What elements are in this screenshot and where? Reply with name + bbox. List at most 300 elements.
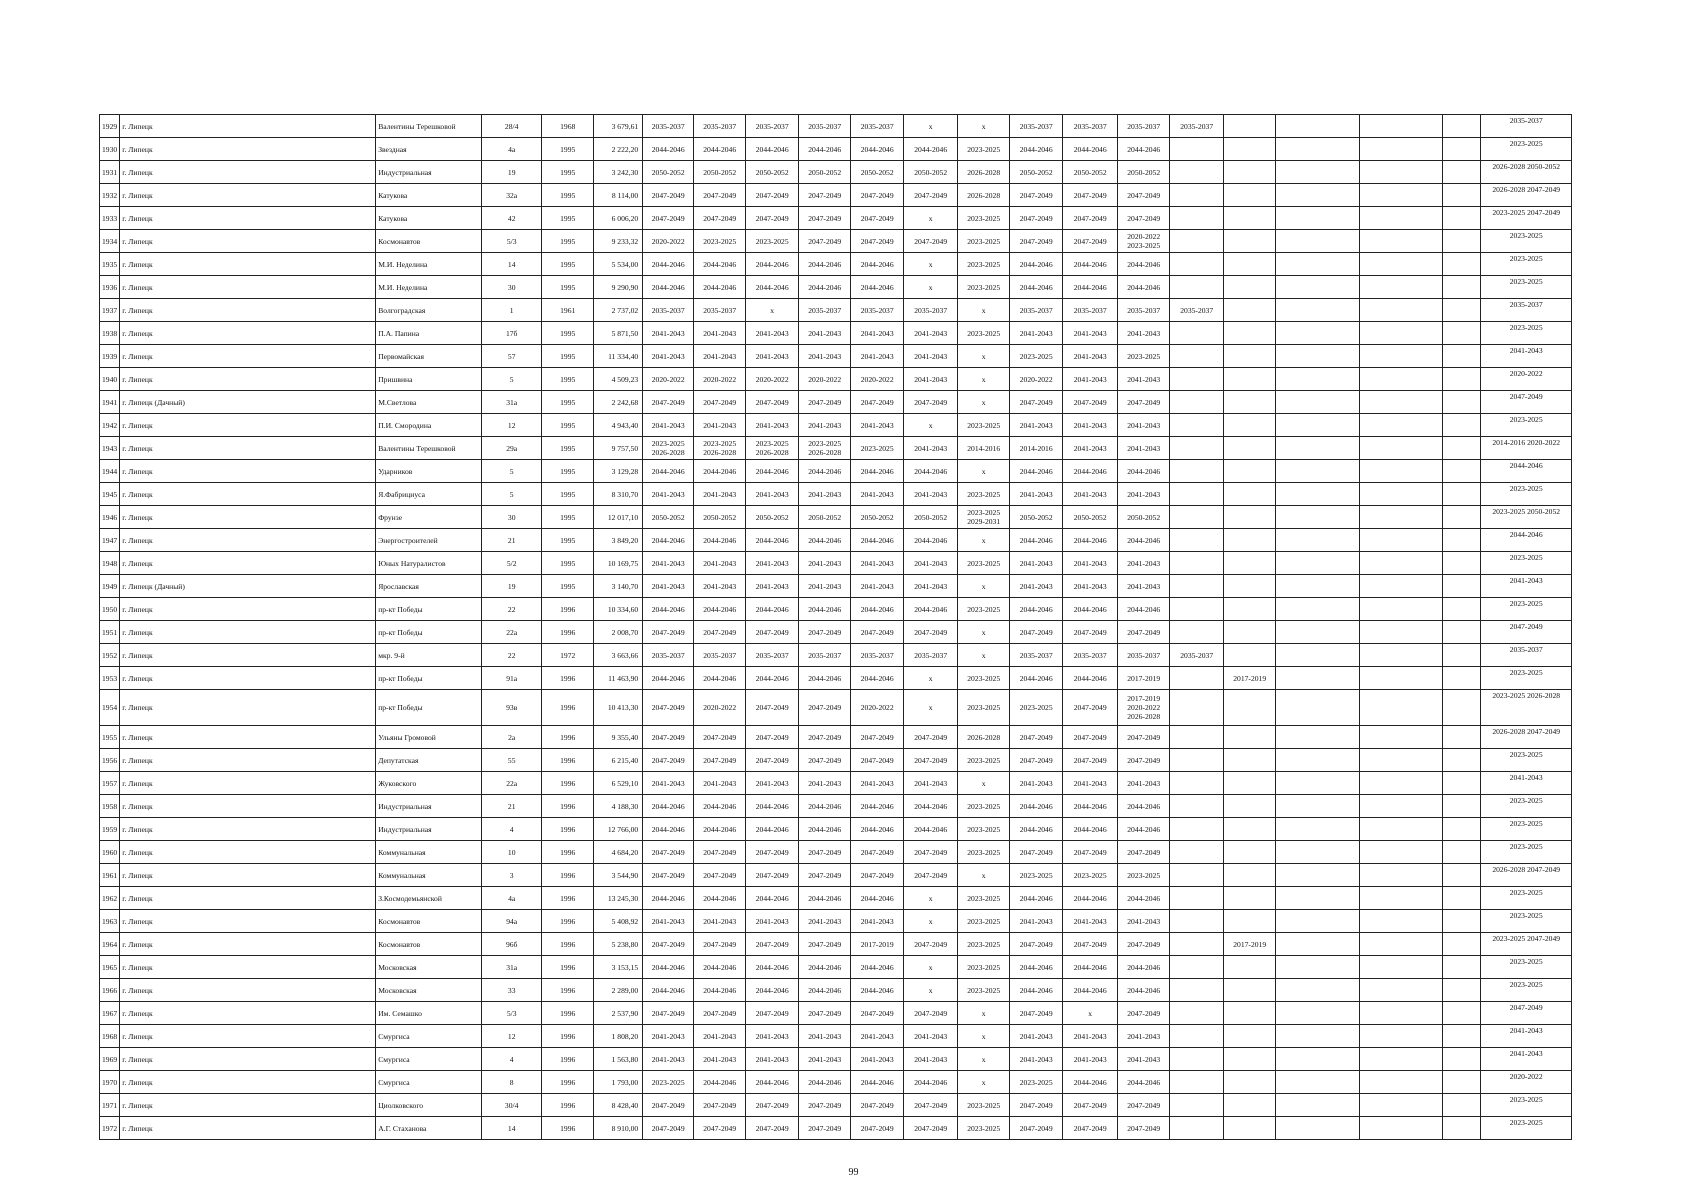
cell-period-10: 2044-2046 — [1118, 795, 1170, 818]
cell-period-9: 2035-2037 — [1063, 115, 1118, 138]
cell-settlement: г. Липецк — [120, 207, 376, 230]
cell-house-number: 22а — [482, 772, 542, 795]
cell-area: 9 355,40 — [594, 726, 643, 749]
cell-house-number: 3 — [482, 864, 542, 887]
cell-period-12 — [1224, 956, 1276, 979]
cell-period-8: 2014-2016 — [1010, 437, 1063, 460]
cell-period-8: 2047-2049 — [1010, 1002, 1063, 1025]
cell-period-10: 2044-2046 — [1118, 598, 1170, 621]
cell-build-year: 1995 — [542, 368, 594, 391]
cell-period-7: 2023-2025 — [958, 230, 1010, 253]
cell-period-summary: 2023-2025 — [1481, 414, 1572, 437]
cell-period-4: 2041-2043 — [799, 772, 851, 795]
cell-period-8: 2044-2046 — [1010, 529, 1063, 552]
cell-period-2: 2041-2043 — [694, 575, 746, 598]
cell-period-11 — [1170, 621, 1224, 644]
cell-period-1: 2044-2046 — [643, 887, 694, 910]
cell-period-12 — [1224, 253, 1276, 276]
cell-street: Валентины Терешковой — [376, 437, 482, 460]
cell-period-9: 2047-2049 — [1063, 184, 1118, 207]
cell-street: Московская — [376, 956, 482, 979]
cell-period-1: 2035-2037 — [643, 299, 694, 322]
cell-settlement: г. Липецк — [120, 841, 376, 864]
cell-period-15 — [1443, 726, 1481, 749]
cell-period-13 — [1276, 391, 1360, 414]
cell-row-number: 1961 — [100, 864, 120, 887]
cell-period-1: 2041-2043 — [643, 772, 694, 795]
cell-period-2: 2047-2049 — [694, 184, 746, 207]
cell-period-13 — [1276, 184, 1360, 207]
cell-house-number: 17б — [482, 322, 542, 345]
cell-period-8: 2044-2046 — [1010, 460, 1063, 483]
cell-period-7: 2023-2025 — [958, 956, 1010, 979]
cell-area: 1 793,00 — [594, 1071, 643, 1094]
cell-build-year: 1996 — [542, 887, 594, 910]
cell-period-9: 2041-2043 — [1063, 1025, 1118, 1048]
cell-period-13 — [1276, 956, 1360, 979]
cell-period-10: 2047-2049 — [1118, 841, 1170, 864]
cell-house-number: 10 — [482, 841, 542, 864]
cell-period-10: 2041-2043 — [1118, 1048, 1170, 1071]
cell-period-11 — [1170, 749, 1224, 772]
cell-period-14 — [1360, 979, 1443, 1002]
cell-period-5: 2041-2043 — [851, 345, 904, 368]
cell-period-9: 2041-2043 — [1063, 772, 1118, 795]
cell-period-11 — [1170, 933, 1224, 956]
cell-build-year: 1995 — [542, 414, 594, 437]
cell-period-15 — [1443, 690, 1481, 726]
cell-period-10: 2017-2019 — [1118, 667, 1170, 690]
cell-period-8: 2041-2043 — [1010, 552, 1063, 575]
cell-period-6: х — [904, 887, 958, 910]
cell-row-number: 1969 — [100, 1048, 120, 1071]
cell-period-summary: 2047-2049 — [1481, 391, 1572, 414]
cell-period-11 — [1170, 483, 1224, 506]
cell-build-year: 1996 — [542, 1002, 594, 1025]
cell-period-5: 2044-2046 — [851, 1071, 904, 1094]
cell-period-14 — [1360, 552, 1443, 575]
cell-period-8: 2047-2049 — [1010, 1117, 1063, 1140]
cell-period-2: 2050-2052 — [694, 161, 746, 184]
cell-period-6: 2047-2049 — [904, 1094, 958, 1117]
cell-period-1: 2041-2043 — [643, 1048, 694, 1071]
cell-street: Я.Фабрициуса — [376, 483, 482, 506]
cell-row-number: 1930 — [100, 138, 120, 161]
cell-period-10: 2044-2046 — [1118, 818, 1170, 841]
cell-period-6: 2041-2043 — [904, 322, 958, 345]
cell-period-14 — [1360, 818, 1443, 841]
table-row — [100, 460, 1572, 483]
cell-period-8: 2041-2043 — [1010, 1025, 1063, 1048]
cell-build-year: 1995 — [542, 437, 594, 460]
cell-settlement: г. Липецк — [120, 667, 376, 690]
cell-period-2: 2047-2049 — [694, 933, 746, 956]
cell-period-11 — [1170, 1117, 1224, 1140]
cell-street: Им. Семашко — [376, 1002, 482, 1025]
cell-period-summary: 2047-2049 — [1481, 621, 1572, 644]
cell-period-summary: 2035-2037 — [1481, 115, 1572, 138]
cell-period-2: 2041-2043 — [694, 1048, 746, 1071]
cell-period-13 — [1276, 322, 1360, 345]
cell-area: 2 289,00 — [594, 979, 643, 1002]
cell-period-2: 2047-2049 — [694, 1094, 746, 1117]
cell-period-1: 2047-2049 — [643, 864, 694, 887]
cell-period-14 — [1360, 1071, 1443, 1094]
cell-period-11 — [1170, 864, 1224, 887]
cell-street: Московская — [376, 979, 482, 1002]
cell-period-summary: 2023-2025 — [1481, 956, 1572, 979]
cell-period-14 — [1360, 910, 1443, 933]
cell-period-15 — [1443, 841, 1481, 864]
cell-settlement: г. Липецк — [120, 1048, 376, 1071]
cell-period-12 — [1224, 575, 1276, 598]
cell-period-3: 2050-2052 — [746, 161, 799, 184]
cell-house-number: 1 — [482, 299, 542, 322]
cell-house-number: 55 — [482, 749, 542, 772]
cell-period-4: 2047-2049 — [799, 207, 851, 230]
cell-period-3: 2044-2046 — [746, 887, 799, 910]
cell-period-4: 2044-2046 — [799, 460, 851, 483]
cell-period-13 — [1276, 1002, 1360, 1025]
cell-street: пр-кт Победы — [376, 621, 482, 644]
cell-period-13 — [1276, 575, 1360, 598]
cell-period-7: х — [958, 368, 1010, 391]
cell-settlement: г. Липецк — [120, 184, 376, 207]
cell-period-7: 2023-2025 2029-2031 — [958, 506, 1010, 529]
cell-build-year: 1996 — [542, 726, 594, 749]
table-row — [100, 1025, 1572, 1048]
cell-period-13 — [1276, 690, 1360, 726]
cell-house-number: 5 — [482, 460, 542, 483]
cell-period-5: 2047-2049 — [851, 621, 904, 644]
cell-period-14 — [1360, 138, 1443, 161]
cell-period-15 — [1443, 575, 1481, 598]
cell-period-14 — [1360, 667, 1443, 690]
cell-area: 8 114,00 — [594, 184, 643, 207]
cell-period-6: 2035-2037 — [904, 299, 958, 322]
cell-period-2: 2044-2046 — [694, 979, 746, 1002]
cell-period-8: 2041-2043 — [1010, 575, 1063, 598]
cell-period-4: 2044-2046 — [799, 1071, 851, 1094]
cell-period-9: 2035-2037 — [1063, 644, 1118, 667]
cell-build-year: 1995 — [542, 230, 594, 253]
table-row — [100, 1117, 1572, 1140]
cell-period-14 — [1360, 368, 1443, 391]
cell-period-9: 2041-2043 — [1063, 910, 1118, 933]
cell-house-number: 4 — [482, 1048, 542, 1071]
cell-period-2: 2050-2052 — [694, 506, 746, 529]
cell-period-15 — [1443, 667, 1481, 690]
cell-build-year: 1996 — [542, 956, 594, 979]
cell-street: пр-кт Победы — [376, 598, 482, 621]
cell-period-13 — [1276, 749, 1360, 772]
cell-period-3: 2044-2046 — [746, 818, 799, 841]
cell-period-6: х — [904, 414, 958, 437]
cell-street: Смургиса — [376, 1048, 482, 1071]
cell-period-6: х — [904, 207, 958, 230]
cell-house-number: 22а — [482, 621, 542, 644]
cell-period-6: 2044-2046 — [904, 795, 958, 818]
cell-period-3: 2047-2049 — [746, 841, 799, 864]
cell-period-4: 2047-2049 — [799, 841, 851, 864]
cell-period-10: 2047-2049 — [1118, 391, 1170, 414]
cell-period-15 — [1443, 115, 1481, 138]
cell-period-9: 2047-2049 — [1063, 933, 1118, 956]
cell-period-5: 2041-2043 — [851, 483, 904, 506]
cell-period-15 — [1443, 460, 1481, 483]
cell-period-12 — [1224, 621, 1276, 644]
cell-settlement: г. Липецк (Дачный) — [120, 391, 376, 414]
cell-period-4: 2041-2043 — [799, 345, 851, 368]
cell-period-12 — [1224, 841, 1276, 864]
cell-period-10: 2044-2046 — [1118, 138, 1170, 161]
cell-period-7: 2023-2025 — [958, 667, 1010, 690]
cell-period-4: 2050-2052 — [799, 506, 851, 529]
cell-period-15 — [1443, 368, 1481, 391]
cell-row-number: 1931 — [100, 161, 120, 184]
cell-period-4: 2047-2049 — [799, 690, 851, 726]
cell-period-10: 2047-2049 — [1118, 207, 1170, 230]
cell-settlement: г. Липецк — [120, 1117, 376, 1140]
cell-settlement: г. Липецк — [120, 933, 376, 956]
cell-period-12 — [1224, 391, 1276, 414]
cell-period-10: 2041-2043 — [1118, 322, 1170, 345]
table-row — [100, 184, 1572, 207]
cell-period-1: 2044-2046 — [643, 276, 694, 299]
cell-period-8: 2044-2046 — [1010, 887, 1063, 910]
cell-street: Фрунзе — [376, 506, 482, 529]
cell-area: 3 140,70 — [594, 575, 643, 598]
cell-house-number: 31а — [482, 956, 542, 979]
cell-area: 3 849,20 — [594, 529, 643, 552]
cell-settlement: г. Липецк — [120, 115, 376, 138]
cell-area: 8 310,70 — [594, 483, 643, 506]
cell-house-number: 22 — [482, 598, 542, 621]
table-row — [100, 1048, 1572, 1071]
cell-period-5: 2041-2043 — [851, 575, 904, 598]
cell-street: Жуковского — [376, 772, 482, 795]
cell-period-3: 2044-2046 — [746, 956, 799, 979]
cell-period-6: 2035-2037 — [904, 644, 958, 667]
cell-period-8: 2047-2049 — [1010, 841, 1063, 864]
cell-period-8: 2044-2046 — [1010, 795, 1063, 818]
cell-street: Индустриальная — [376, 818, 482, 841]
cell-period-9: 2044-2046 — [1063, 795, 1118, 818]
cell-period-summary: 2023-2025 — [1481, 818, 1572, 841]
cell-period-11 — [1170, 368, 1224, 391]
table-row — [100, 690, 1572, 726]
cell-period-11 — [1170, 138, 1224, 161]
cell-period-10: 2035-2037 — [1118, 115, 1170, 138]
cell-period-4: 2041-2043 — [799, 910, 851, 933]
cell-period-15 — [1443, 506, 1481, 529]
cell-period-3: 2035-2037 — [746, 115, 799, 138]
cell-period-13 — [1276, 414, 1360, 437]
cell-period-6: 2047-2049 — [904, 1117, 958, 1140]
cell-house-number: 91а — [482, 667, 542, 690]
cell-period-2: 2020-2022 — [694, 368, 746, 391]
cell-period-8: 2047-2049 — [1010, 207, 1063, 230]
cell-period-4: 2047-2049 — [799, 933, 851, 956]
cell-period-7: 2023-2025 — [958, 598, 1010, 621]
cell-period-6: х — [904, 979, 958, 1002]
cell-period-6: х — [904, 910, 958, 933]
cell-period-3: 2044-2046 — [746, 529, 799, 552]
cell-street: М.Светлова — [376, 391, 482, 414]
cell-row-number: 1929 — [100, 115, 120, 138]
cell-period-7: 2026-2028 — [958, 184, 1010, 207]
cell-period-12 — [1224, 299, 1276, 322]
cell-period-9: 2047-2049 — [1063, 621, 1118, 644]
cell-period-5: 2047-2049 — [851, 184, 904, 207]
cell-period-6: х — [904, 115, 958, 138]
cell-house-number: 4а — [482, 887, 542, 910]
cell-period-4: 2035-2037 — [799, 299, 851, 322]
cell-settlement: г. Липецк — [120, 322, 376, 345]
cell-period-summary: 2023-2025 — [1481, 483, 1572, 506]
cell-period-9: 2041-2043 — [1063, 437, 1118, 460]
cell-period-11 — [1170, 207, 1224, 230]
cell-period-6: 2041-2043 — [904, 345, 958, 368]
cell-period-14 — [1360, 460, 1443, 483]
cell-period-3: 2047-2049 — [746, 1094, 799, 1117]
cell-period-11 — [1170, 391, 1224, 414]
table-row — [100, 414, 1572, 437]
cell-period-12 — [1224, 772, 1276, 795]
cell-period-8: 2047-2049 — [1010, 391, 1063, 414]
cell-build-year: 1972 — [542, 644, 594, 667]
cell-period-14 — [1360, 184, 1443, 207]
cell-period-14 — [1360, 795, 1443, 818]
cell-row-number: 1954 — [100, 690, 120, 726]
cell-row-number: 1955 — [100, 726, 120, 749]
cell-period-5: 2044-2046 — [851, 276, 904, 299]
cell-period-8: 2044-2046 — [1010, 818, 1063, 841]
cell-period-summary: 2023-2025 — [1481, 795, 1572, 818]
cell-period-10: 2041-2043 — [1118, 910, 1170, 933]
cell-period-15 — [1443, 207, 1481, 230]
cell-period-11 — [1170, 322, 1224, 345]
cell-period-15 — [1443, 437, 1481, 460]
cell-period-13 — [1276, 910, 1360, 933]
cell-period-3: 2047-2049 — [746, 1117, 799, 1140]
cell-area: 10 169,75 — [594, 552, 643, 575]
cell-street: Космонавтов — [376, 230, 482, 253]
cell-period-10: 2044-2046 — [1118, 887, 1170, 910]
cell-period-9: 2047-2049 — [1063, 1117, 1118, 1140]
cell-period-5: 2044-2046 — [851, 818, 904, 841]
cell-period-3: 2041-2043 — [746, 772, 799, 795]
cell-period-1: 2041-2043 — [643, 1025, 694, 1048]
cell-street: Энергостроителей — [376, 529, 482, 552]
cell-period-9: 2023-2025 — [1063, 864, 1118, 887]
cell-period-4: 2047-2049 — [799, 621, 851, 644]
cell-row-number: 1967 — [100, 1002, 120, 1025]
table-row — [100, 115, 1572, 138]
cell-build-year: 1995 — [542, 552, 594, 575]
cell-row-number: 1968 — [100, 1025, 120, 1048]
cell-period-2: 2047-2049 — [694, 1002, 746, 1025]
cell-period-summary: 2023-2025 — [1481, 887, 1572, 910]
cell-period-1: 2047-2049 — [643, 690, 694, 726]
cell-period-5: 2044-2046 — [851, 598, 904, 621]
cell-period-15 — [1443, 391, 1481, 414]
cell-period-4: 2041-2043 — [799, 483, 851, 506]
cell-period-9: 2047-2049 — [1063, 690, 1118, 726]
cell-area: 6 006,20 — [594, 207, 643, 230]
cell-row-number: 1963 — [100, 910, 120, 933]
cell-period-5: 2047-2049 — [851, 841, 904, 864]
cell-period-9: 2044-2046 — [1063, 667, 1118, 690]
cell-street: А.Г. Стаханова — [376, 1117, 482, 1140]
cell-settlement: г. Липецк — [120, 437, 376, 460]
cell-area: 5 534,00 — [594, 253, 643, 276]
cell-period-13 — [1276, 437, 1360, 460]
table-row — [100, 933, 1572, 956]
cell-build-year: 1995 — [542, 207, 594, 230]
cell-period-15 — [1443, 933, 1481, 956]
cell-period-15 — [1443, 910, 1481, 933]
cell-period-8: 2047-2049 — [1010, 726, 1063, 749]
table-row — [100, 621, 1572, 644]
cell-period-summary: 2023-2025 — [1481, 979, 1572, 1002]
cell-period-15 — [1443, 1071, 1481, 1094]
cell-period-9: х — [1063, 1002, 1118, 1025]
table-row — [100, 1002, 1572, 1025]
cell-build-year: 1996 — [542, 818, 594, 841]
cell-area: 2 008,70 — [594, 621, 643, 644]
cell-period-4: 2047-2049 — [799, 1094, 851, 1117]
cell-period-2: 2023-2025 — [694, 230, 746, 253]
cell-row-number: 1966 — [100, 979, 120, 1002]
cell-period-6: 2041-2043 — [904, 483, 958, 506]
cell-period-9: 2050-2052 — [1063, 506, 1118, 529]
cell-period-4: 2044-2046 — [799, 253, 851, 276]
cell-street: Космонавтов — [376, 933, 482, 956]
cell-period-6: 2044-2046 — [904, 529, 958, 552]
cell-period-15 — [1443, 161, 1481, 184]
cell-period-13 — [1276, 115, 1360, 138]
cell-period-12 — [1224, 322, 1276, 345]
cell-period-7: 2023-2025 — [958, 207, 1010, 230]
cell-period-13 — [1276, 1094, 1360, 1117]
cell-period-13 — [1276, 207, 1360, 230]
cell-period-10: 2041-2043 — [1118, 772, 1170, 795]
cell-period-14 — [1360, 621, 1443, 644]
cell-period-summary: 2041-2043 — [1481, 772, 1572, 795]
cell-period-5: 2023-2025 — [851, 437, 904, 460]
cell-period-11 — [1170, 726, 1224, 749]
cell-period-10: 2044-2046 — [1118, 956, 1170, 979]
cell-period-13 — [1276, 1071, 1360, 1094]
cell-period-8: 2044-2046 — [1010, 253, 1063, 276]
cell-period-7: 2026-2028 — [958, 161, 1010, 184]
cell-row-number: 1942 — [100, 414, 120, 437]
cell-period-6: 2044-2046 — [904, 598, 958, 621]
cell-period-12 — [1224, 864, 1276, 887]
cell-period-14 — [1360, 864, 1443, 887]
cell-period-3: 2044-2046 — [746, 795, 799, 818]
cell-period-5: 2035-2037 — [851, 299, 904, 322]
table-row — [100, 483, 1572, 506]
cell-period-15 — [1443, 299, 1481, 322]
cell-period-3: 2041-2043 — [746, 1048, 799, 1071]
cell-period-7: х — [958, 575, 1010, 598]
cell-house-number: 42 — [482, 207, 542, 230]
cell-street: Циолковского — [376, 1094, 482, 1117]
cell-street: Индустриальная — [376, 161, 482, 184]
cell-period-1: 2041-2043 — [643, 345, 694, 368]
